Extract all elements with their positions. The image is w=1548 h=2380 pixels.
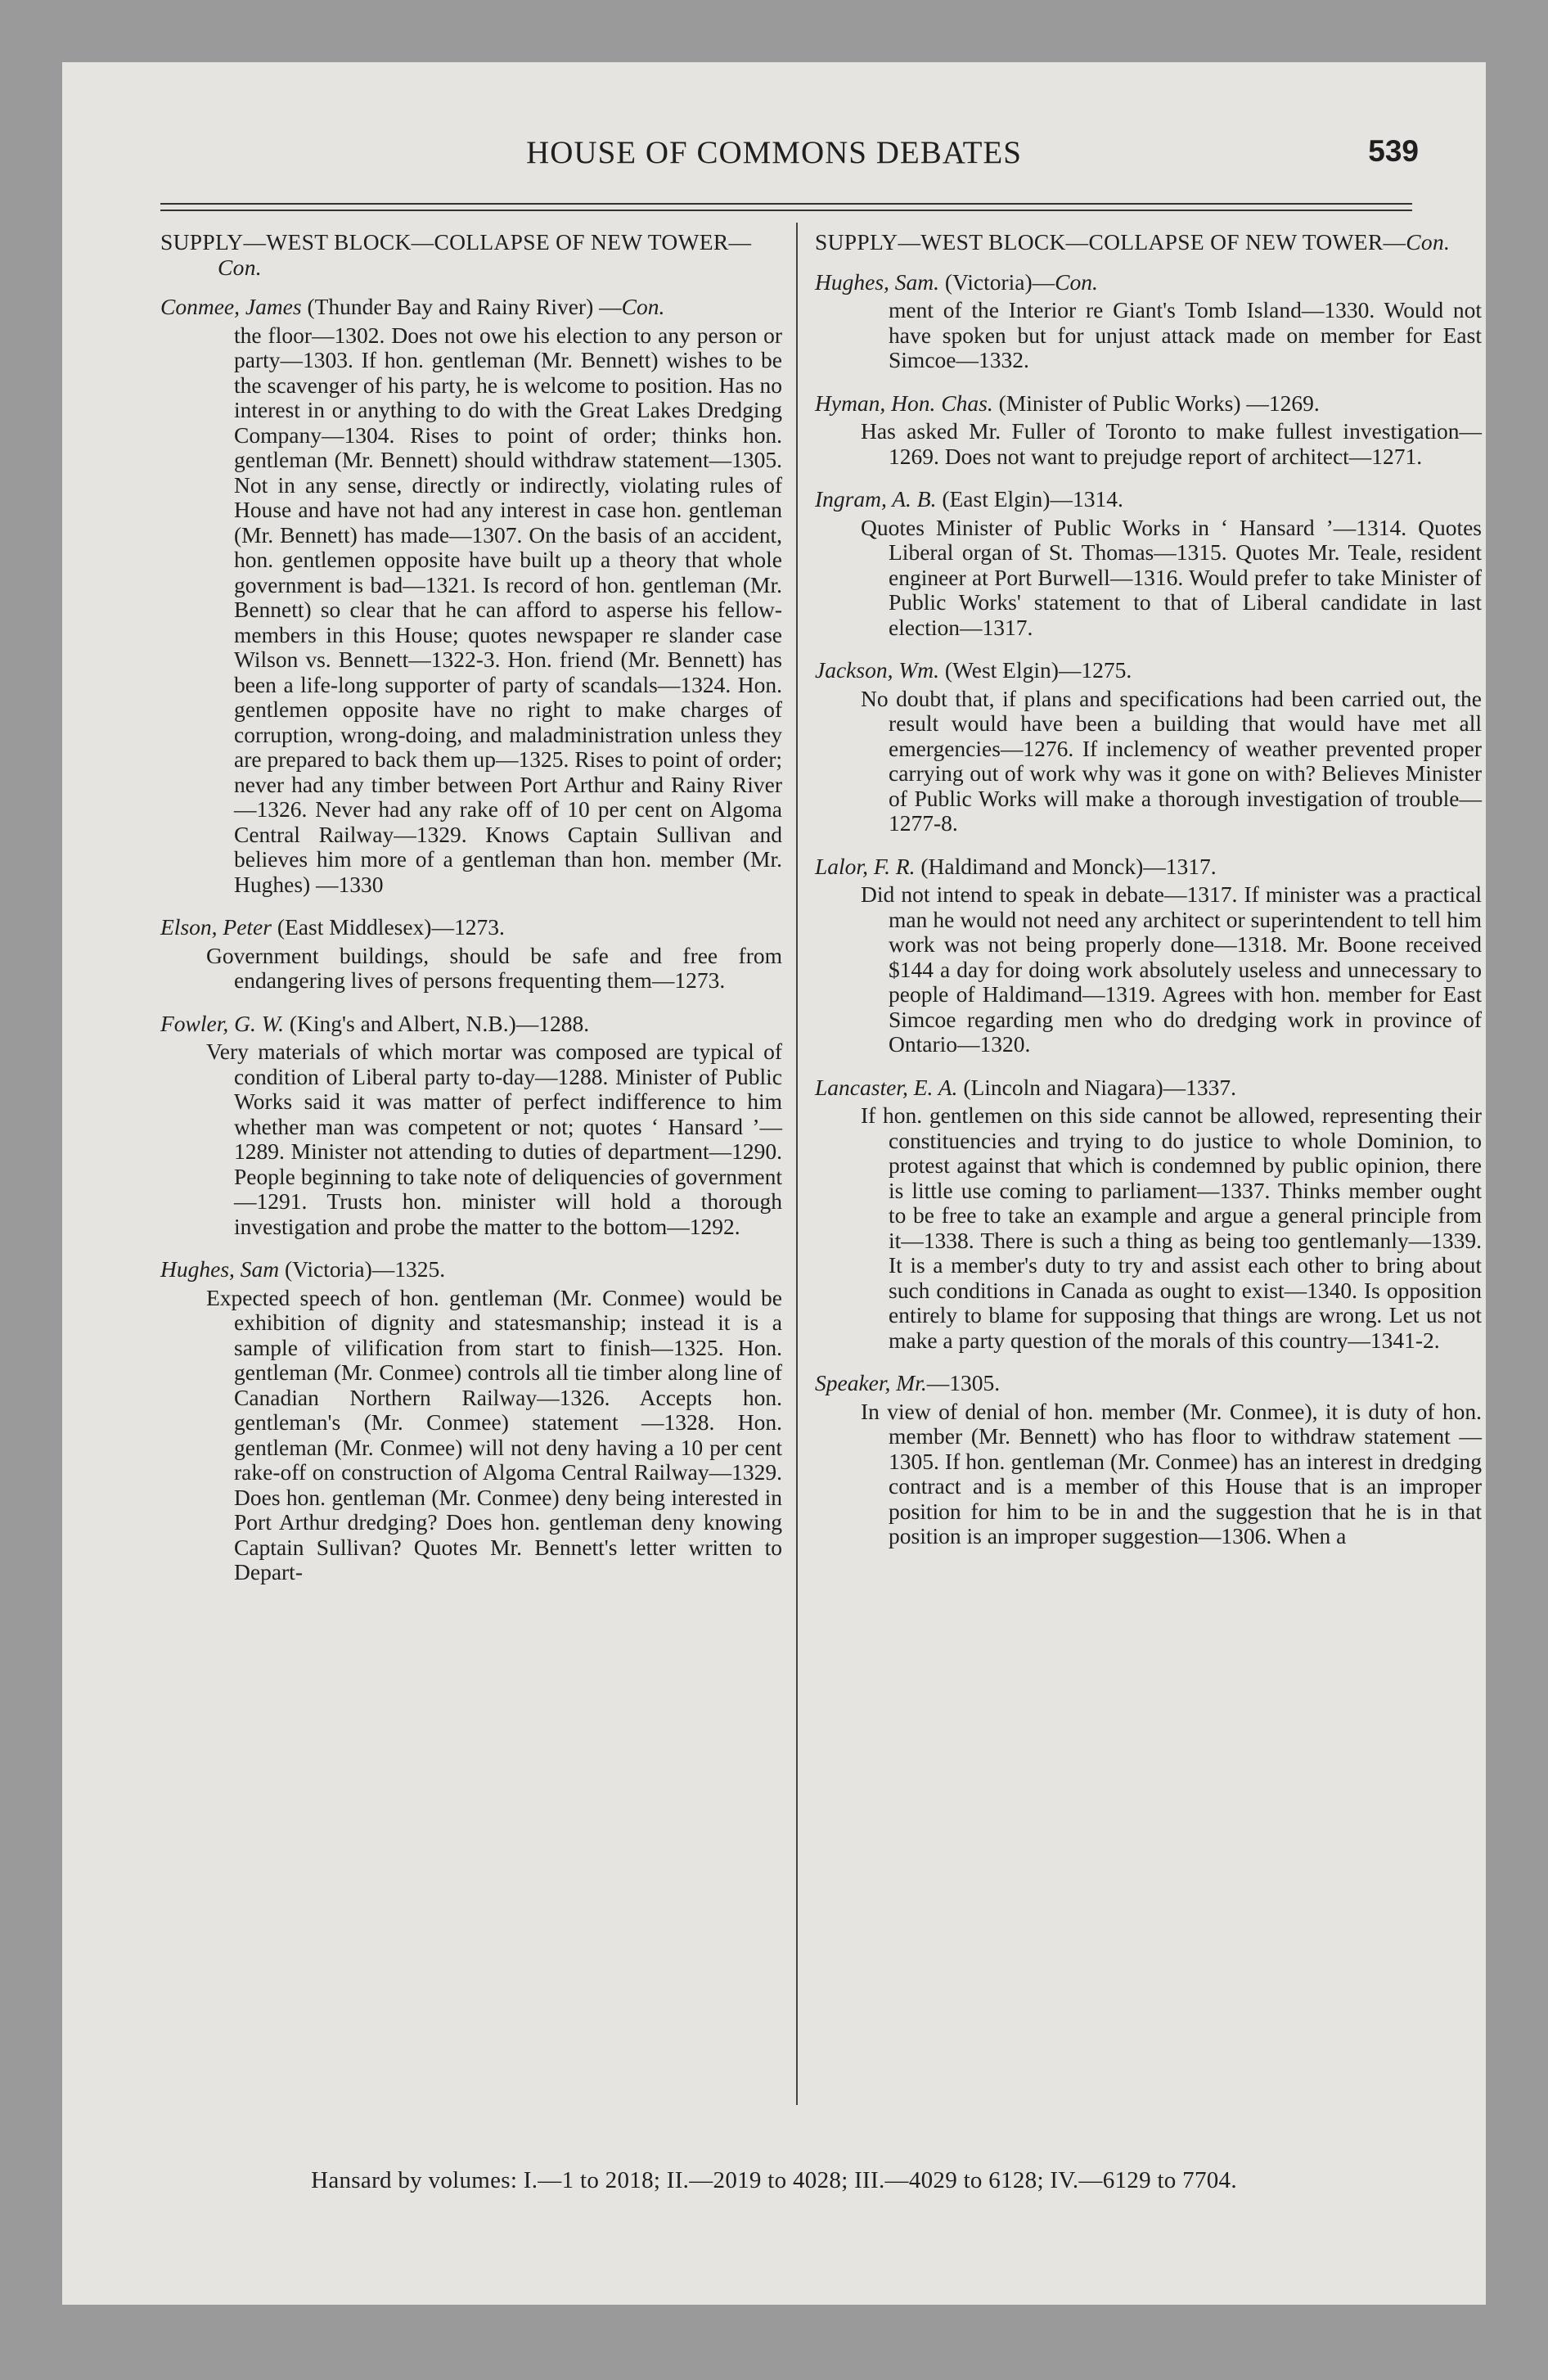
section-heading: SUPPLY—WEST BLOCK—COLLAPSE OF NEW TOWER—Con. — [815, 229, 1451, 255]
volume-footer: Hansard by volumes: I.—1 to 2018; II.—2019 to 4028; III.—4029 to 6128; IV.—6129 to 7704. — [311, 2167, 1237, 2193]
speaker-line — [160, 1257, 782, 1282]
header-rule-top — [160, 203, 1412, 205]
constituency: (East Elgin)—1314. — [942, 486, 1123, 512]
constituency: (Haldimand and Monck)—1317. — [920, 853, 1217, 879]
document-page — [62, 62, 1486, 2305]
entry-text: Quotes Minister of Public Works in ‘ Hansard ’—1314. Quotes Liberal organ of St. Thomas—1315. Quotes Mr. Teale, resident engineer at Port Burwell—1316. Would prefer to take Minister of Public Works' statement to that of Liberal candidate in last election—1317. — [861, 514, 1482, 640]
index-entry — [815, 391, 1482, 470]
index-entry — [815, 1075, 1482, 1354]
constituency: (East Middlesex)—1273. — [277, 914, 505, 940]
entry-text: ment of the Interior re Giant's Tomb Island—1330. Would not have spoken but for unjust attack made on member for East Simcoe—1332. — [889, 297, 1482, 372]
page-header — [62, 134, 1486, 183]
speaker-name: Lalor, F. R. — [815, 853, 916, 879]
index-entry — [160, 1257, 782, 1585]
constituency: (Victoria)—1325. — [285, 1256, 446, 1282]
speaker-line: Hughes, Sam. (Victoria)—Con. — [815, 268, 1098, 295]
index-entry — [160, 1012, 782, 1240]
entry-text: Expected speech of hon. gentleman (Mr. Conmee) would be exhibition of dignity and statesmanship; instead it is a sample of vilification from start to finish—1325. Hon. gentleman (Mr. Conmee) controls all tie timber along line of Canadian Northern Railway—1326. Accepts hon. gentleman's (Mr. Conmee) statement —1328. Hon. gentleman (Mr. Conmee) will not deny having a 10 per cent rake-off on construction of Algoma Central Railway—1329. Does hon. gentleman (Mr. Conmee) deny being interested in Port Arthur dredging? Does hon. gentleman deny knowing Captain Sullivan? Quotes Mr. Bennett's letter written to Depart- — [206, 1284, 782, 1584]
speaker-line — [815, 487, 1482, 512]
speaker-line — [815, 1075, 1482, 1101]
speaker-name: Speaker, Mr. — [815, 1370, 927, 1395]
right-column — [815, 230, 1482, 1567]
speaker-line — [815, 854, 1482, 880]
running-title: HOUSE OF COMMONS DEBATES — [526, 135, 1022, 170]
index-entry — [815, 854, 1482, 1057]
index-entry — [815, 270, 1482, 373]
speaker-name: Lancaster, E. A. — [815, 1074, 958, 1100]
speaker-name: Fowler, G. W. — [160, 1010, 285, 1036]
entry-text: In view of denial of hon. member (Mr. Conmee), it is duty of hon. member (Mr. Bennett) who has floor to withdraw statement —1305. If hon. gentleman (Mr. Conmee) has an interest in dredging contract and is a member of this House that is an improper position for him to be in and the suggestion that he is in that position is an improper suggestion—1306. When a — [861, 1398, 1482, 1548]
left-column — [160, 230, 782, 1603]
constituency: (Lincoln and Niagara)—1337. — [963, 1074, 1237, 1100]
speaker-line — [815, 391, 1482, 417]
index-entry — [815, 1371, 1482, 1549]
speaker-name: Jackson, Wm. — [815, 657, 939, 683]
speaker-line — [160, 1012, 782, 1037]
speaker-name: Hyman, Hon. Chas. — [815, 390, 993, 416]
index-entry — [160, 295, 782, 897]
constituency: (Minister of Public Works) —1269. — [998, 390, 1320, 416]
speaker-name: Elson, Peter — [160, 914, 272, 940]
entry-text: Did not intend to speak in debate—1317. If minister was a practical man he would not need any architect or superintendent to tell him work was not being properly done—1318. Mr. Boone received $144 a day for doing work absolutely useless and unnecessary to people of Haldimand—1319. Agrees with hon. member for East Simcoe regarding men who do dredging work in province of Ontario—1320. — [861, 881, 1482, 1057]
speaker-line — [815, 658, 1482, 683]
page-number: 539 — [1368, 134, 1419, 168]
entry-text: Very materials of which mortar was composed are typical of condition of Liberal party to-day—1288. Minister of Public Works said it was matter of perfect indifference to him whether man was competent or not; quotes ‘ Hansard ’—1289. Minister not attending to duties of department—1290. People beginning to take note of deliquencies of government—1291. Trusts hon. minister will hold a thorough investigation and probe the matter to the bottom—1292. — [206, 1039, 782, 1239]
index-entry — [815, 487, 1482, 640]
header-rule-bottom — [160, 210, 1412, 211]
speaker-name: Ingram, A. B. — [815, 486, 937, 512]
column-divider — [796, 223, 798, 2105]
speaker-name: Conmee, James — [160, 294, 302, 319]
constituency: (West Elgin)—1275. — [944, 657, 1132, 683]
index-entry — [160, 915, 782, 994]
speaker-line: Conmee, James (Thunder Bay and Rainy River) —Con. — [160, 294, 665, 319]
entry-text: Has asked Mr. Fuller of Toronto to make fullest investigation—1269. Does not want to prejudge report of architect—1271. — [861, 418, 1482, 469]
entry-text: No doubt that, if plans and specifications had been carried out, the result would have been a building that would have met all emergencies—1276. If inclemency of weather prevented proper carrying out of work why was it gone on with? Believes Minister of Public Works will make a thorough investigation of trouble—1277-8. — [861, 685, 1482, 836]
index-entry — [815, 658, 1482, 836]
entry-text: the floor—1302. Does not owe his election to any person or party—1303. If hon. gentleman (Mr. Bennett) wishes to be the scavenger of his party, he is welcome to position. Has no interest in or anything to do with the Great Lakes Dredging Company—1304. Rises to point of order; thinks hon. gentleman (Mr. Bennett) should withdraw statement—1305. Not in any sense, directly or indirectly, violating rules of House and have not had any interest in case hon. gentleman (Mr. Bennett) has made—1307. On the basis of an accident, hon. gentlemen opposite have built up a theory that whole government is bad—1321. Is record of hon. gentleman (Mr. Bennett) so clear that he can afford to asperse his fellow-members in this House; quotes newspaper re slander case Wilson vs. Bennett—1322-3. Hon. friend (Mr. Bennett) has been a life-long supporter of party of scandals—1324. Hon. gentlemen opposite have no right to make charges of corruption, wrong-doing, and maladministration unless they are prepared to back them up—1325. Rises to point of order; never had any timber between Port Arthur and Rainy River—1326. Never had any rake off of 10 per cent on Algoma Central Railway—1329. Knows Captain Sullivan and believes him more of a gentleman than hon. member (Mr. Hughes) —1330 — [234, 322, 782, 897]
constituency: (Thunder Bay and Rainy River) — — [307, 294, 622, 319]
speaker-name: Hughes, Sam — [160, 1256, 280, 1282]
speaker-line — [160, 915, 782, 940]
constituency: —1305. — [926, 1370, 1001, 1395]
section-heading: SUPPLY—WEST BLOCK—COLLAPSE OF NEW TOWER—Con. — [160, 229, 752, 280]
speaker-line — [815, 1371, 1482, 1396]
entry-text: Government buildings, should be safe and free from endangering lives of persons frequenting them—1273. — [206, 942, 782, 993]
speaker-name: Hughes, Sam. — [815, 268, 940, 295]
constituency: (King's and Albert, N.B.)—1288. — [289, 1010, 590, 1036]
constituency: (Victoria)— — [944, 268, 1055, 295]
entry-text: If hon. gentlemen on this side cannot be allowed, representing their constituencies and trying to do justice to whole Dominion, to protest against that which is condemned by public opinion, there is little use coming to parliament—1337. Thinks member ought to be free to take an example and argue a general principle from it—1338. There is such a thing as being too gentlemanly—1339. It is a member's duty to try and assist each other to bring about such conditions in Canada as ought to exist—1340. Is opposition entirely to blame for supposing that things are wrong. Let us not make a party question of the morals of this country—1341-2. — [861, 1102, 1482, 1353]
